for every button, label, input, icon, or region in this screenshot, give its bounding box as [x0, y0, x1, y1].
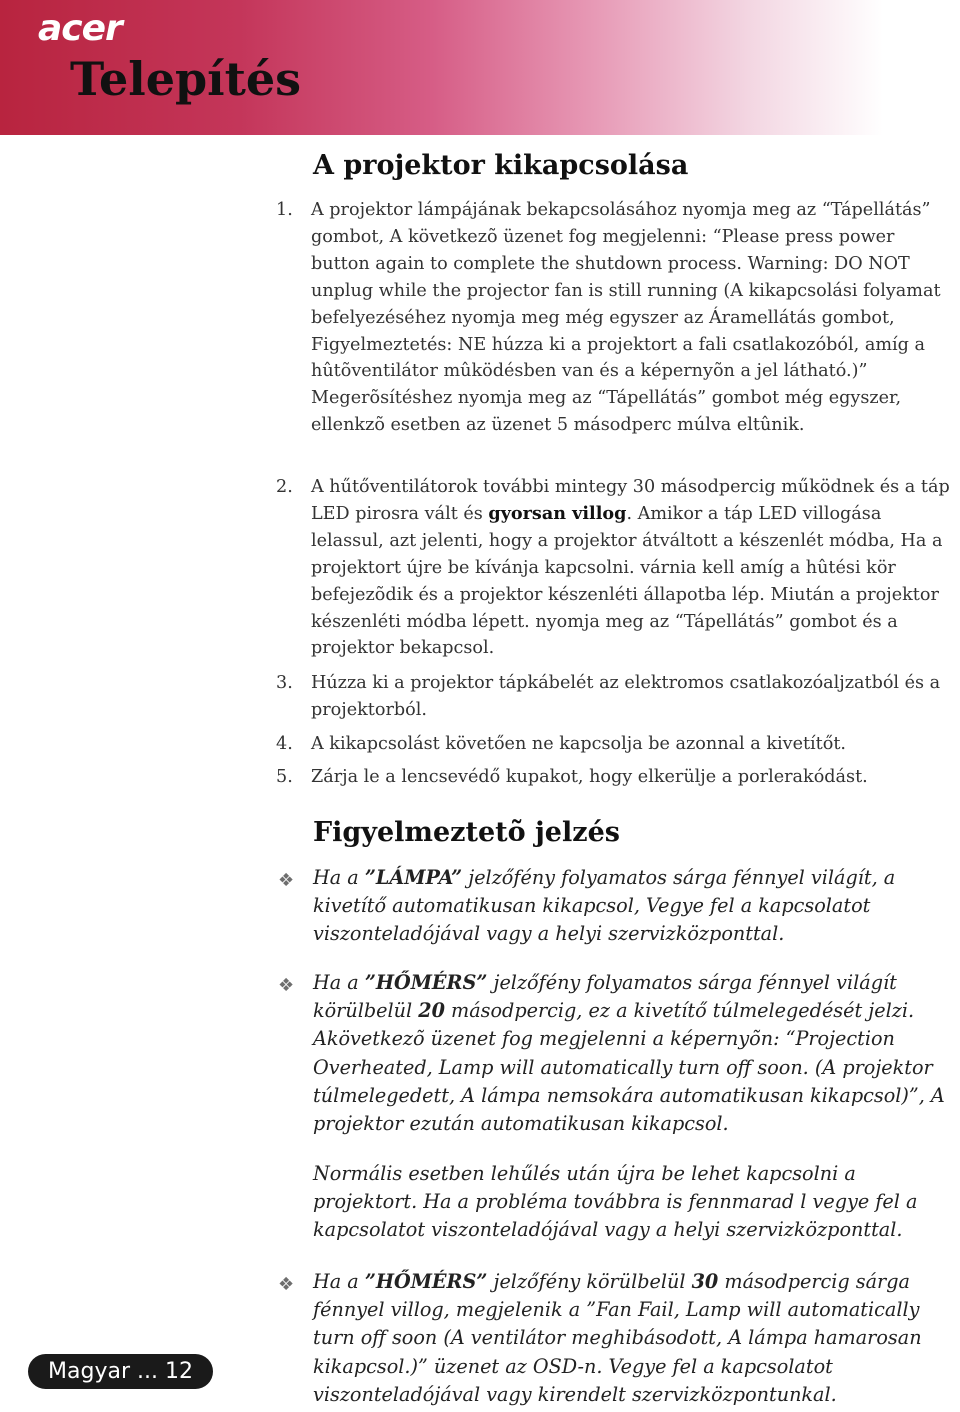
list-item	[276, 670, 956, 724]
warning-text-part: másodpercig, ez a kivetítő túlmelegedését jelzi. Akövetkezõ üzenet fog megjelenni a képernyõn: “Projection Overheated, Lamp will automatically turn off soon. (A projektor túlmelegedett, A lámpa nemsokára automatikusan kikapcsol)”, A projektor ezután automatikusan kikapcsol.	[313, 999, 945, 1136]
warning-item	[278, 969, 958, 1138]
warning-text	[313, 1268, 958, 1409]
warning-item	[278, 864, 958, 949]
list-item	[276, 731, 956, 758]
step-text: Húzza ki a projektor tápkábelét az elektromos csatlakozóaljzatból és a projektorból.	[311, 673, 941, 720]
step-text-part: . Amikor a táp LED villogása lelassul, azt jelenti, hogy a projektor átváltott a készenlét módba, Ha a projektort újre be kívánja kapcsolni. várnia kell amíg a hûtési kör befejezõdik és a projektor készenléti állapotba lép. Miután a projektor készenléti módba lépett. nyomja meg az “Tápellátás” gombot és a projektor bekapcsol.	[311, 503, 943, 659]
warning-text	[313, 969, 958, 1138]
warning-text-bold: ”HŐMÉRS”	[364, 1270, 488, 1293]
diamond-bullet-icon: ❖	[278, 975, 295, 996]
diamond-bullet-icon: ❖	[278, 870, 295, 891]
warning-text-part: Ha a	[313, 971, 365, 994]
step-text-part: A hűtőventilátorok további mintegy 30 másodpercig működnek és a táp LED pirosra vált és	[311, 477, 950, 524]
page-title: Telepítés	[70, 52, 302, 106]
header-banner	[0, 0, 960, 135]
acer-logo: acer	[38, 8, 122, 49]
section-title-warning: Figyelmeztetõ jelzés	[313, 817, 620, 848]
warning-text-part: jelzőfény folyamatos sárga fénnyel világít körülbelül	[313, 971, 897, 1023]
step-number: 4.	[276, 734, 293, 754]
warning-text-part: Ha a	[313, 1270, 365, 1293]
warning-text	[313, 864, 958, 949]
step-number: 2.	[276, 477, 293, 497]
section-title-shutdown: A projektor kikapcsolása	[313, 150, 689, 181]
warning-text-part: másodpercig sárga fénnyel villog, megjelenik a ”Fan Fail, Lamp will automatically turn off soon (A ventilátor meghibásodott, A lámpa hamarosan kikapcsol.)” üzenet az OSD-n. Vegye fel a kapcsolatot viszonteladójával vagy kirendelt szervizközpontunkal.	[313, 1270, 922, 1406]
warning-text-part: Ha a	[313, 866, 365, 889]
warning-text-part: jelzőfény körülbelül	[487, 1270, 692, 1293]
warning-item	[278, 1268, 958, 1409]
step-text: A projektor lámpájának bekapcsolásához nyomja meg az “Tápellátás” gombot, A következõ üzenet fog megjelenni: “Please press power button again to complete the shutdown process. Warning: DO NOT unplug while the projector fan is still running (A kikapcsolási folyamat befelyezéséhez nyomja meg még egyszer az Áramellátás gombot, Figyelmeztetés: NE húzza ki a projektort a fali csatlakozóból, amíg a hûtõventilátor mûködésben van és a képernyõn a jel látható.)” Megerõsítéshez nyomja meg az “Tápellátás” gombot még egyszer, ellenkzõ esetben az üzenet 5 másodperc múlva eltûnik.	[311, 200, 941, 436]
step-number: 1.	[276, 200, 293, 220]
list-item	[276, 764, 956, 791]
step-number: 5.	[276, 767, 293, 787]
warning-text-bold: 30	[691, 1270, 719, 1293]
step-number: 3.	[276, 673, 293, 693]
list-item	[276, 474, 956, 662]
page-number-badge: Magyar ... 12	[28, 1354, 213, 1389]
list-item	[276, 197, 956, 439]
warning-text-bold: ”LÁMPA”	[364, 866, 463, 889]
step-text: A kikapcsolást követően ne kapcsolja be azonnal a kivetítőt.	[311, 734, 847, 754]
warning-text-bold: ”HŐMÉRS”	[364, 971, 488, 994]
warning-text-bold: 20	[418, 999, 445, 1023]
diamond-bullet-icon: ❖	[278, 1274, 295, 1295]
warning-note: Normális esetben lehűlés után újra be lehet kapcsolni a projektort. Ha a probléma továbbra is fennmarad l vegye fel a kapcsolatot viszonteladójával vagy a helyi szervizközponttal.	[313, 1162, 918, 1242]
step-text-bold: gyorsan villog	[488, 502, 627, 524]
step-text: Zárja le a lencsevédő kupakot, hogy elkerülje a porlerakódást.	[311, 767, 868, 787]
warning-text-part: jelzőfény folyamatos sárga fénnyel világít, a kivetítő automatikusan kikapcsol, Vegye fel a kapcsolatot viszonteladójával vagy a helyi szervizközponttal.	[313, 866, 896, 946]
step-text	[311, 474, 956, 662]
